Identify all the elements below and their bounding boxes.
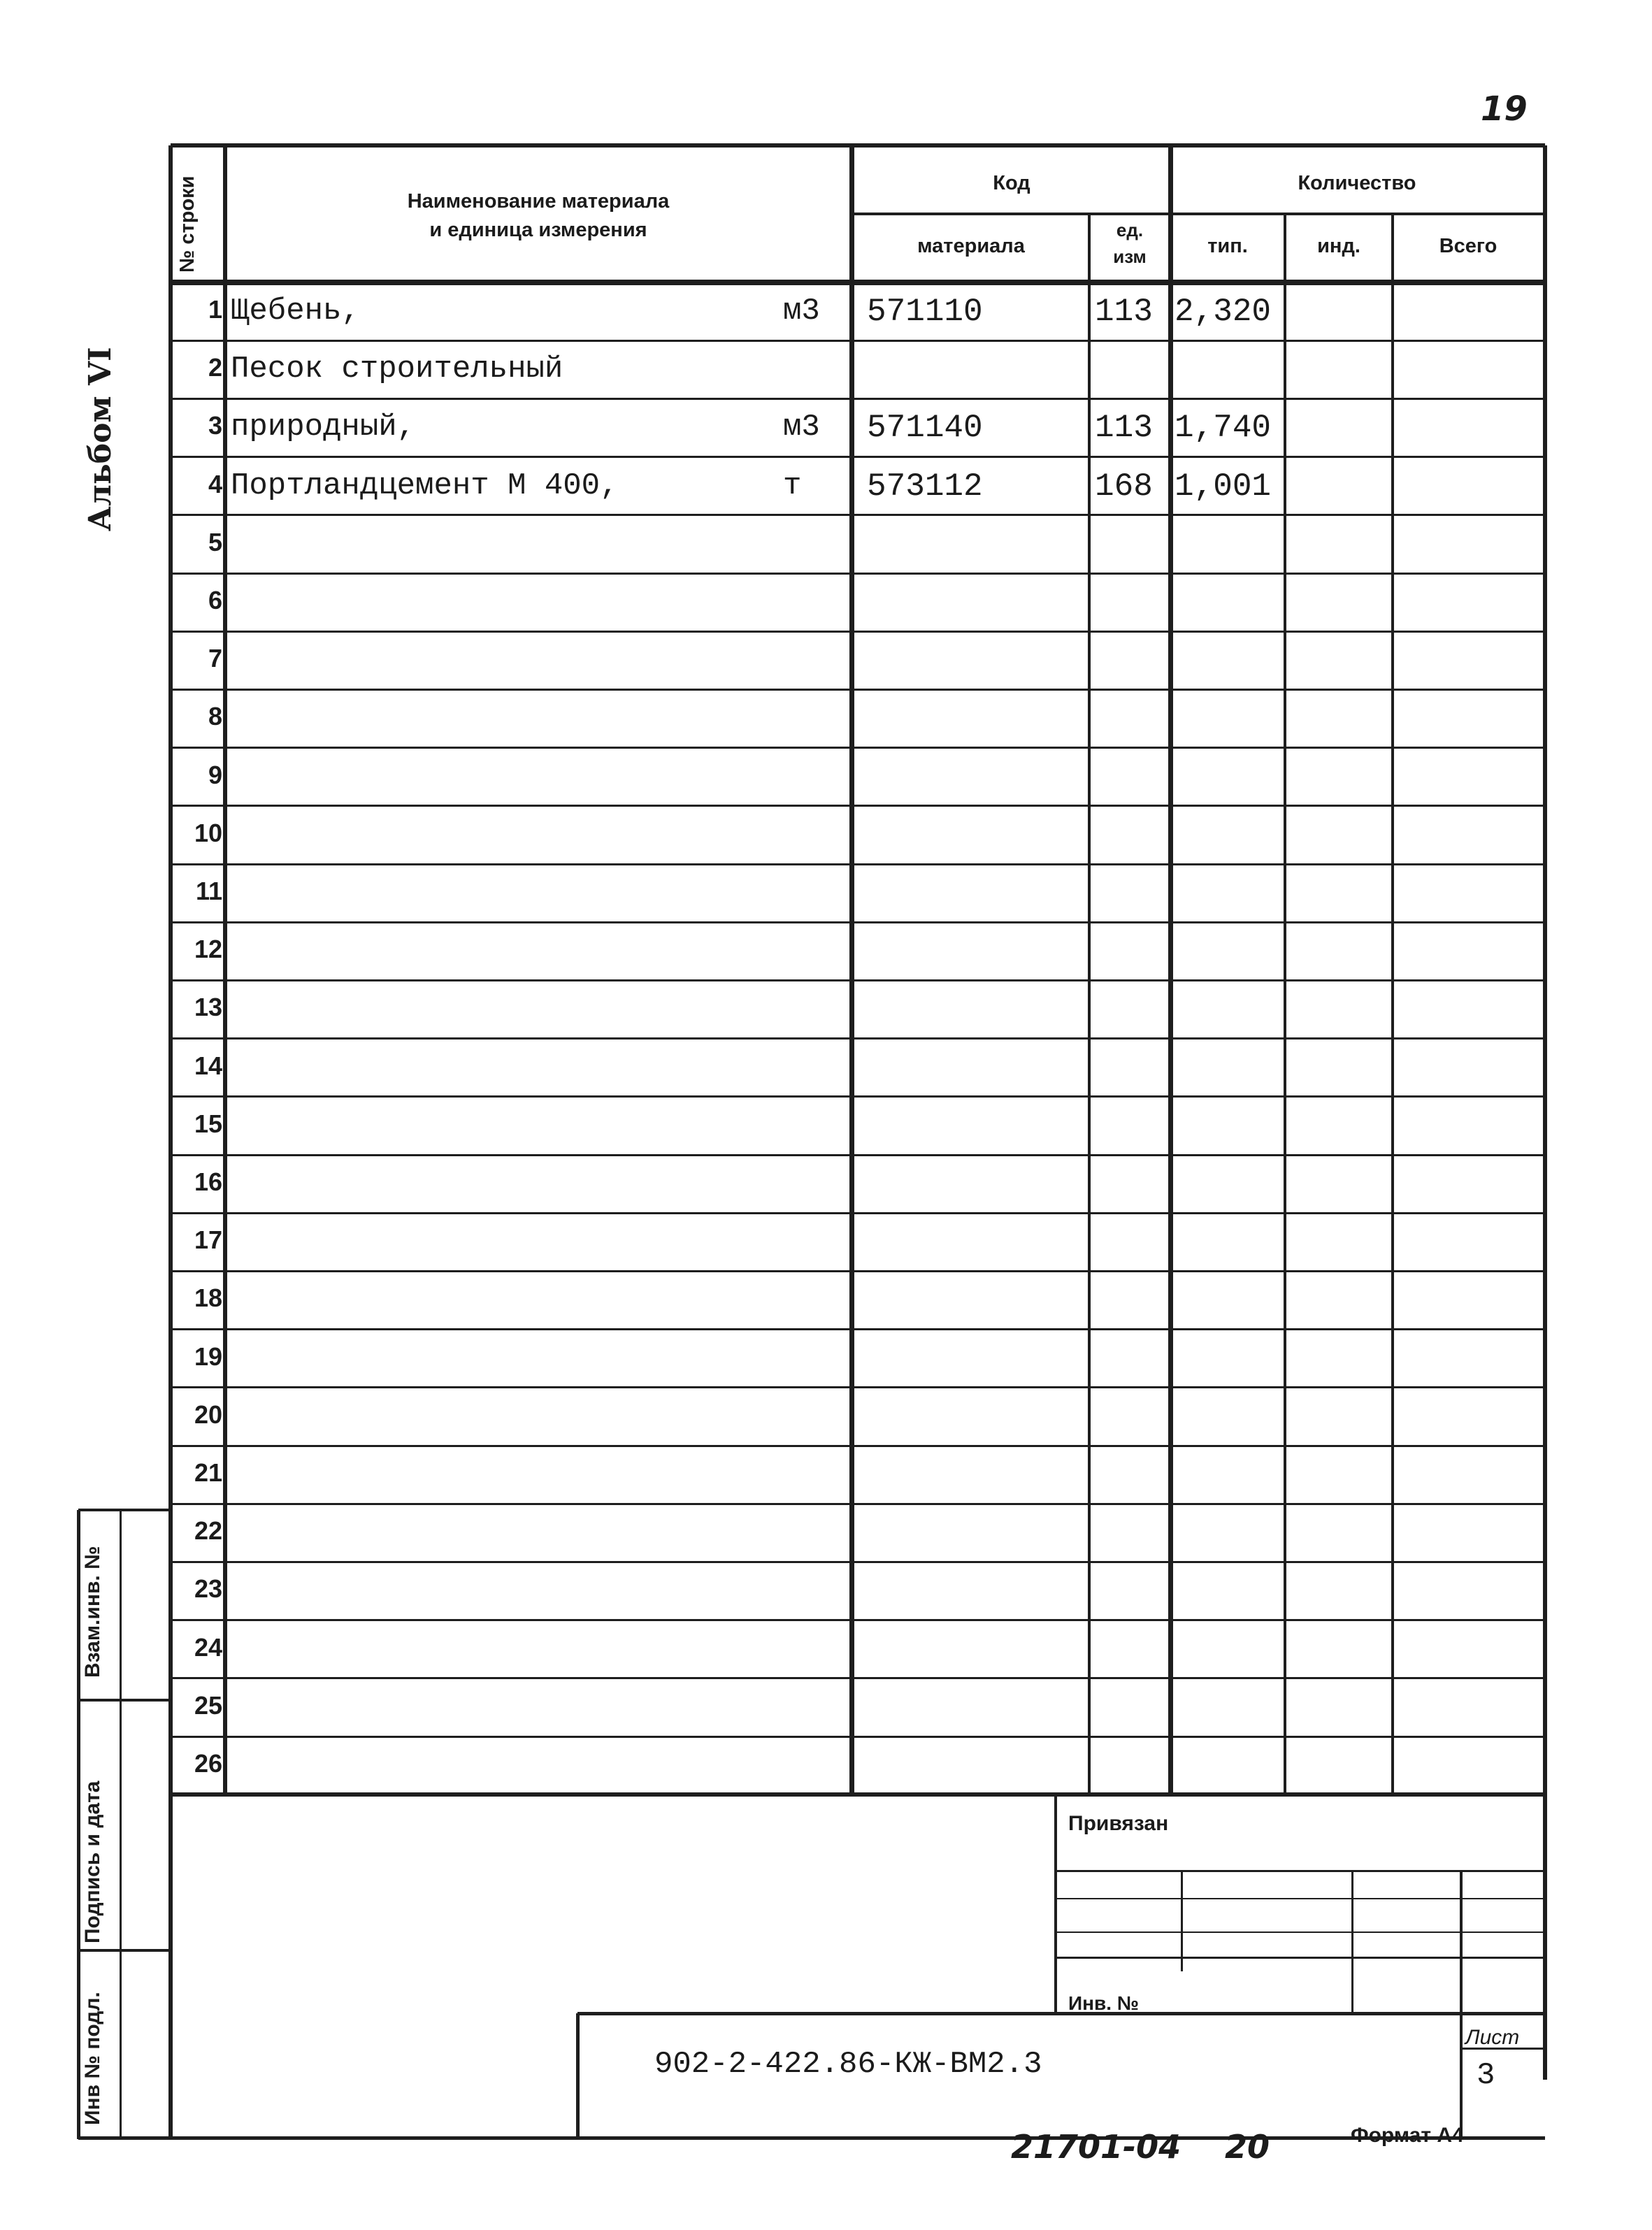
grid-line bbox=[1056, 1932, 1545, 1933]
row-number: 1 bbox=[208, 295, 222, 324]
grid-line bbox=[171, 631, 1545, 633]
format-label: Формат А4 bbox=[1351, 2124, 1464, 2147]
grid-line bbox=[120, 1510, 122, 2139]
row-number: 20 bbox=[194, 1400, 222, 1429]
row-number: 8 bbox=[208, 702, 222, 731]
stamp-inv-podl: Инв № подл. bbox=[81, 1992, 104, 2125]
grid-line bbox=[168, 145, 173, 2139]
grid-line bbox=[1056, 1898, 1545, 1899]
header-code: Код bbox=[993, 172, 1030, 194]
grid-line bbox=[171, 514, 1545, 516]
grid-line bbox=[171, 1503, 1545, 1505]
material-code: 573112 bbox=[867, 468, 983, 505]
grid-line bbox=[171, 921, 1545, 923]
row-number: 3 bbox=[208, 411, 222, 440]
qty-typ: 1,001 bbox=[1175, 468, 1272, 505]
material-code: 571140 bbox=[867, 410, 983, 447]
header-total: Всего bbox=[1439, 235, 1497, 257]
grid-line bbox=[577, 2012, 1545, 2015]
grid-line bbox=[171, 747, 1545, 749]
row-number: 21 bbox=[194, 1458, 222, 1487]
grid-line bbox=[171, 689, 1545, 691]
grid-line bbox=[1168, 145, 1173, 1794]
grid-line bbox=[171, 1386, 1545, 1388]
material-name: Портландцемент М 400, bbox=[231, 468, 619, 503]
grid-line bbox=[171, 805, 1545, 807]
grid-line bbox=[171, 456, 1545, 458]
grid-line bbox=[1460, 1871, 1463, 2139]
header-row-no: № строки bbox=[176, 175, 199, 273]
grid-line bbox=[171, 340, 1545, 342]
handwritten-archive-number: 21701-04 bbox=[1011, 2128, 1181, 2166]
row-number: 18 bbox=[194, 1283, 222, 1313]
grid-line bbox=[78, 2136, 171, 2140]
grid-line bbox=[849, 145, 854, 1794]
header-typ: тип. bbox=[1207, 235, 1248, 257]
stamp-vzam-inv: Взам.инв. № bbox=[81, 1546, 104, 1678]
row-number: 22 bbox=[194, 1516, 222, 1546]
stamp-podpis-data: Подпись и дата bbox=[81, 1781, 104, 1943]
grid-line bbox=[1284, 214, 1286, 1794]
grid-line bbox=[576, 2013, 580, 2139]
grid-line bbox=[171, 573, 1545, 575]
unit-code: 113 bbox=[1095, 410, 1153, 447]
sheet-label: Лист bbox=[1465, 2026, 1520, 2049]
material-name: Песок строительный bbox=[231, 352, 563, 387]
grid-line bbox=[171, 1037, 1545, 1040]
grid-line bbox=[1054, 1794, 1057, 2013]
grid-line bbox=[171, 1328, 1545, 1330]
grid-line bbox=[171, 1792, 1545, 1797]
row-number: 4 bbox=[208, 469, 222, 498]
row-number: 7 bbox=[208, 644, 222, 673]
grid-line bbox=[171, 1095, 1545, 1098]
material-code: 571110 bbox=[867, 294, 983, 330]
row-number: 25 bbox=[194, 1690, 222, 1720]
row-number: 24 bbox=[194, 1632, 222, 1662]
header-quantity: Количество bbox=[1298, 172, 1416, 194]
row-number: 23 bbox=[194, 1574, 222, 1604]
row-number: 11 bbox=[195, 877, 222, 905]
grid-line bbox=[171, 863, 1545, 865]
unit-code: 168 bbox=[1095, 468, 1153, 505]
grid-line bbox=[171, 2136, 577, 2140]
grid-line bbox=[1543, 145, 1547, 2080]
grid-line bbox=[171, 1619, 1545, 1621]
grid-line bbox=[78, 1949, 171, 1952]
unit-code: 113 bbox=[1095, 294, 1153, 330]
row-number: 15 bbox=[194, 1109, 222, 1138]
grid-line bbox=[78, 1699, 171, 1702]
grid-line bbox=[171, 1677, 1545, 1679]
row-number: 2 bbox=[208, 353, 222, 382]
grid-line bbox=[171, 1154, 1545, 1156]
material-name: природный, bbox=[231, 410, 416, 445]
grid-line bbox=[171, 979, 1545, 981]
header-name-line2: и единица измерения bbox=[429, 219, 647, 241]
qty-typ: 2,320 bbox=[1175, 294, 1272, 330]
qty-typ: 1,740 bbox=[1175, 410, 1272, 447]
grid-line bbox=[223, 145, 227, 1794]
grid-line bbox=[1056, 1870, 1545, 1872]
grid-line bbox=[852, 213, 1545, 215]
row-number: 19 bbox=[194, 1341, 222, 1371]
unit-label: т bbox=[783, 468, 802, 503]
grid-line bbox=[171, 143, 1545, 148]
grid-line bbox=[1351, 1871, 1353, 2013]
grid-line bbox=[171, 1212, 1545, 1214]
header-unit-line2: изм bbox=[1113, 246, 1147, 267]
grid-line bbox=[171, 1270, 1545, 1272]
unit-label: м3 bbox=[783, 294, 820, 329]
grid-line bbox=[171, 1736, 1545, 1738]
grid-line bbox=[1056, 1957, 1545, 1959]
row-number: 17 bbox=[194, 1225, 222, 1255]
grid-line bbox=[77, 1510, 80, 2139]
grid-line bbox=[171, 280, 1545, 285]
header-unit-line1: ед. bbox=[1116, 220, 1144, 240]
row-number: 14 bbox=[194, 1051, 222, 1080]
row-number: 26 bbox=[194, 1749, 222, 1778]
page-number: 19 bbox=[1481, 89, 1528, 129]
row-number: 12 bbox=[194, 935, 222, 964]
row-number: 9 bbox=[208, 760, 222, 789]
title-privyazan: Привязан bbox=[1068, 1812, 1169, 1835]
header-material: материала bbox=[917, 235, 1025, 257]
handwritten-page-number: 20 bbox=[1225, 2128, 1270, 2166]
grid-line bbox=[171, 398, 1545, 400]
header-name-line1: Наименование материала bbox=[407, 190, 670, 213]
album-label: Альбом VI bbox=[82, 347, 118, 531]
row-number: 5 bbox=[208, 527, 222, 556]
row-number: 10 bbox=[194, 818, 222, 847]
header-ind: инд. bbox=[1317, 235, 1360, 257]
title-inv-no: Инв. № bbox=[1068, 1992, 1140, 2014]
material-name: Щебень, bbox=[231, 294, 360, 329]
unit-label: м3 bbox=[783, 410, 820, 445]
row-number: 13 bbox=[194, 993, 222, 1022]
document-code: 902-2-422.86-КЖ-ВМ2.3 bbox=[654, 2047, 1042, 2082]
row-number: 16 bbox=[194, 1167, 222, 1196]
grid-line bbox=[171, 1561, 1545, 1563]
grid-line bbox=[1391, 214, 1394, 1794]
grid-line bbox=[1088, 214, 1091, 1794]
row-number: 6 bbox=[208, 586, 222, 614]
grid-line bbox=[78, 1509, 171, 1511]
grid-line bbox=[171, 1445, 1545, 1447]
sheet-number: 3 bbox=[1477, 2058, 1495, 2093]
